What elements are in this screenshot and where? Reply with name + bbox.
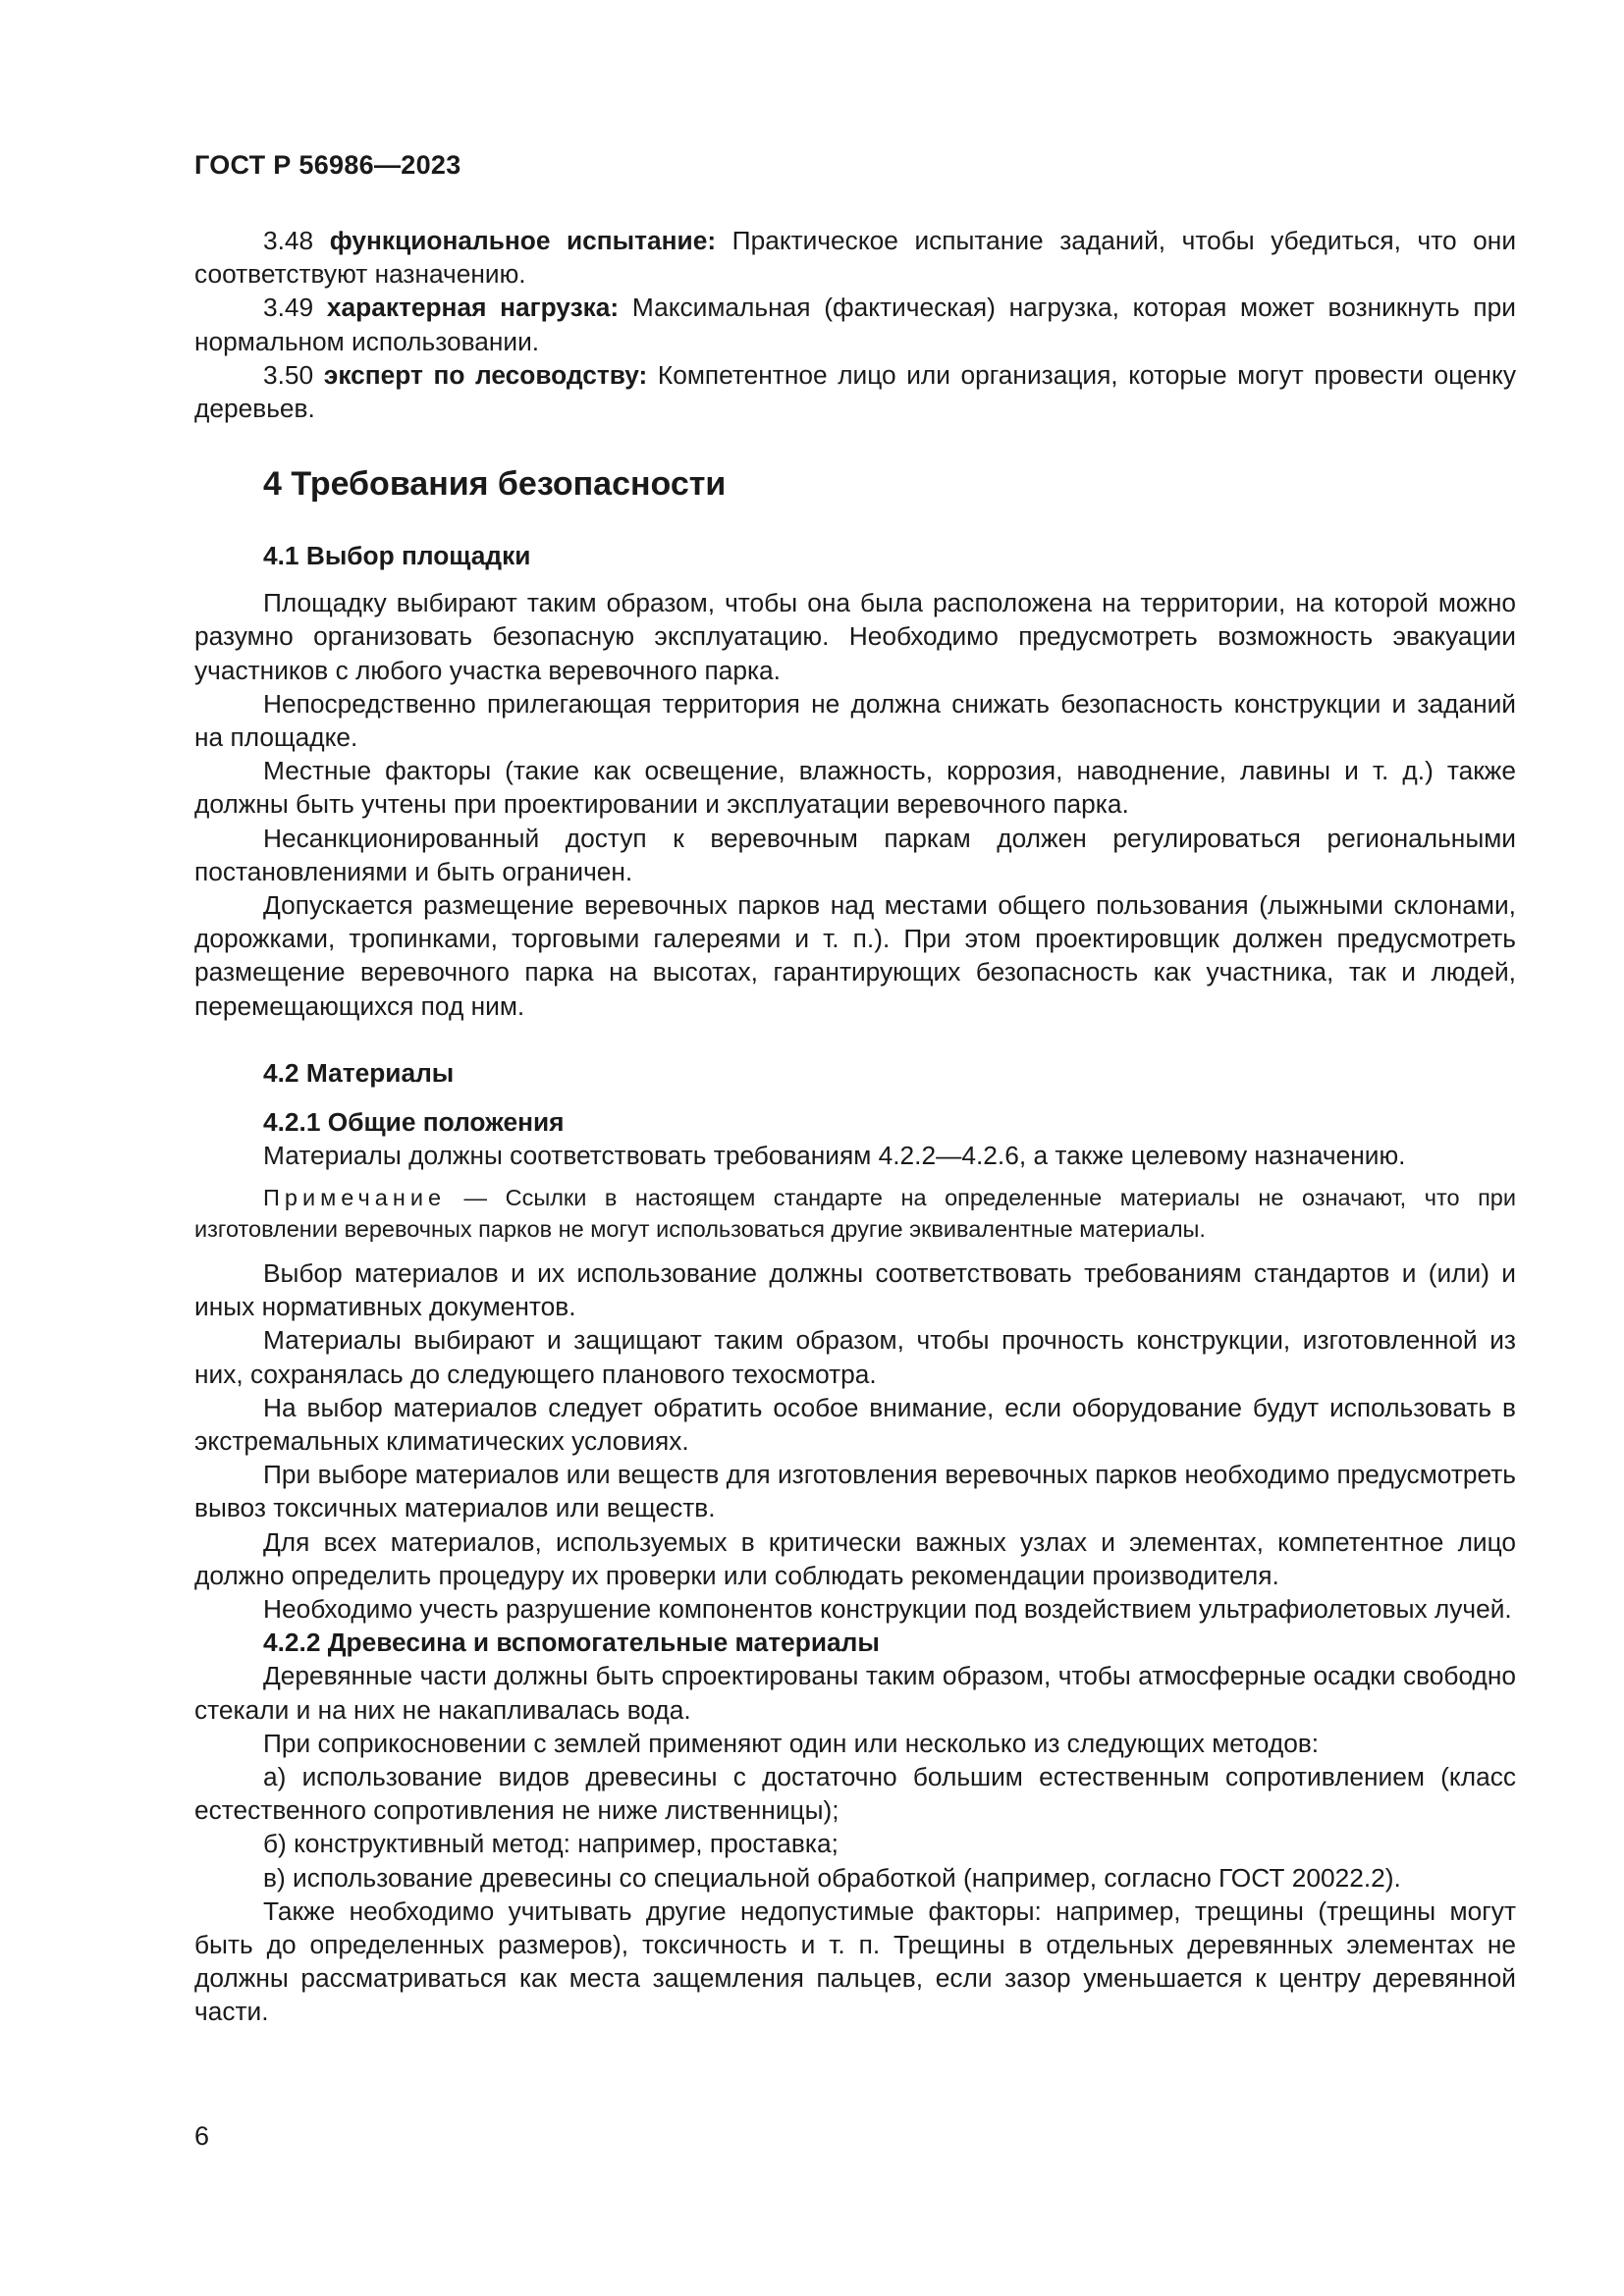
term-3-49 bbox=[194, 291, 1516, 357]
list-item: а) использование видов древесины с достаточно большим естественным сопротивлением (класс естественного сопротивления не ниже лиственницы); bbox=[194, 1761, 1516, 1826]
page-content bbox=[194, 224, 1516, 2029]
term-definition: Практическое испытание заданий, чтобы убедиться, что они соответствуют назначению. bbox=[194, 226, 1517, 290]
list-item: в) использование древесины со специальной обработкой (например, согласно ГОСТ 20022.2). bbox=[263, 1862, 1401, 1893]
note-label: Примечание bbox=[263, 1185, 447, 1211]
paragraph: Площадку выбирают таким образом, чтобы она была расположена на территории, на которой можно разумно организовать безопасную эксплуатацию. Необходимо предусмотреть возможность эвакуации участников с любого участка веревочного парка. bbox=[194, 588, 1516, 685]
paragraph: Выбор материалов и их использование должны соответствовать требованиям стандартов и (или) и иных нормативных документов. bbox=[194, 1258, 1516, 1322]
term-3-50 bbox=[194, 358, 1516, 425]
paragraph: Материалы выбирают и защищают таким образом, чтобы прочность конструкции, изготовленной из них, сохранялась до следующего планового техосмотра. bbox=[194, 1325, 1516, 1389]
paragraph: Деревянные части должны быть спроектированы таким образом, чтобы атмосферные осадки свободно стекали и на них не накапливалась вода. bbox=[194, 1661, 1516, 1725]
term-3-48 bbox=[194, 224, 1516, 291]
term-number: 3.50 bbox=[263, 359, 314, 390]
paragraph: Допускается размещение веревочных парков над местами общего пользования (лыжными склонами, дорожками, тропинками, торговыми галереями и т. п.). При этом проектировщик должен предусмотреть размещение веревочного парка на высотах, гарантирующих безопасность как участника, так и людей, перемещающихся под ним. bbox=[194, 890, 1516, 1021]
term-definition: Максимальная (фактическая) нагрузка, которая может возникнуть при нормальном использовании. bbox=[194, 293, 1516, 356]
paragraph: Необходимо учесть разрушение компонентов конструкции под воздействием ультрафиолетовых лучей. bbox=[263, 1594, 1512, 1625]
term-name: функциональное испытание: bbox=[329, 226, 717, 255]
term-number: 3.49 bbox=[263, 293, 314, 323]
section-4-2-heading: 4.2 Материалы bbox=[263, 1057, 455, 1088]
note-dash: — bbox=[446, 1185, 506, 1211]
paragraph: При соприкосновении с землей применяют один или несколько из следующих методов: bbox=[263, 1728, 1320, 1758]
paragraph: На выбор материалов следует обратить особое внимание, если оборудование будут использовать в экстремальных климатических условиях. bbox=[194, 1392, 1516, 1457]
paragraph: Местные факторы (такие как освещение, влажность, коррозия, наводнение, лавины и т. д.) также должны быть учтены при проектировании и эксплуатации веревочного парка. bbox=[194, 756, 1516, 820]
paragraph: Материалы должны соответствовать требованиям 4.2.2—4.2.6, а также целевому назначению. bbox=[263, 1140, 1406, 1170]
page-number: 6 bbox=[194, 2121, 210, 2151]
note-text: Ссылки в настоящем стандарте на определенные материалы не означают, что при изготовлении веревочных парков не могут использоваться другие эквивалентные материалы. bbox=[194, 1185, 1516, 1243]
section-4-1-heading: 4.1 Выбор площадки bbox=[263, 541, 531, 571]
paragraph: Для всех материалов, используемых в критически важных узлах и элементах, компетентное лицо должно определить процедуру их проверки или соблюдать рекомендации производителя. bbox=[194, 1526, 1516, 1590]
section-4-heading: 4 Требования безопасности bbox=[263, 465, 727, 504]
section-4-2-1-heading: 4.2.1 Общие положения bbox=[263, 1106, 565, 1137]
term-name: эксперт по лесоводству: bbox=[323, 359, 648, 390]
paragraph: Также необходимо учитывать другие недопустимые факторы: например, трещины (трещины могут быть до определенных размеров), токсичность и т. п. Трещины в отдельных деревянных элементах не должны рассматриваться как места защемления пальцев, если зазор уменьшается к центру деревянной части. bbox=[194, 1896, 1516, 2027]
section-4-2-2-heading: 4.2.2 Древесина и вспомогательные материалы bbox=[263, 1628, 880, 1658]
term-number: 3.48 bbox=[263, 226, 314, 255]
standard-header: ГОСТ Р 56986—2023 bbox=[194, 150, 461, 180]
list-item: б) конструктивный метод: например, проставка; bbox=[263, 1829, 839, 1859]
paragraph: При выборе материалов или веществ для изготовления веревочных парков необходимо предусмотреть вывоз токсичных материалов или веществ. bbox=[194, 1460, 1516, 1523]
term-definition: Компетентное лицо или организация, которые могут провести оценку деревьев. bbox=[194, 359, 1517, 424]
paragraph: Несанкционированный доступ к веревочным паркам должен регулироваться региональными постановлениями и быть ограничен. bbox=[194, 823, 1516, 886]
note bbox=[194, 1182, 1516, 1245]
term-name: характерная нагрузка: bbox=[326, 293, 620, 323]
paragraph: Непосредственно прилегающая территория не должна снижать безопасность конструкции и заданий на площадке. bbox=[194, 688, 1516, 753]
